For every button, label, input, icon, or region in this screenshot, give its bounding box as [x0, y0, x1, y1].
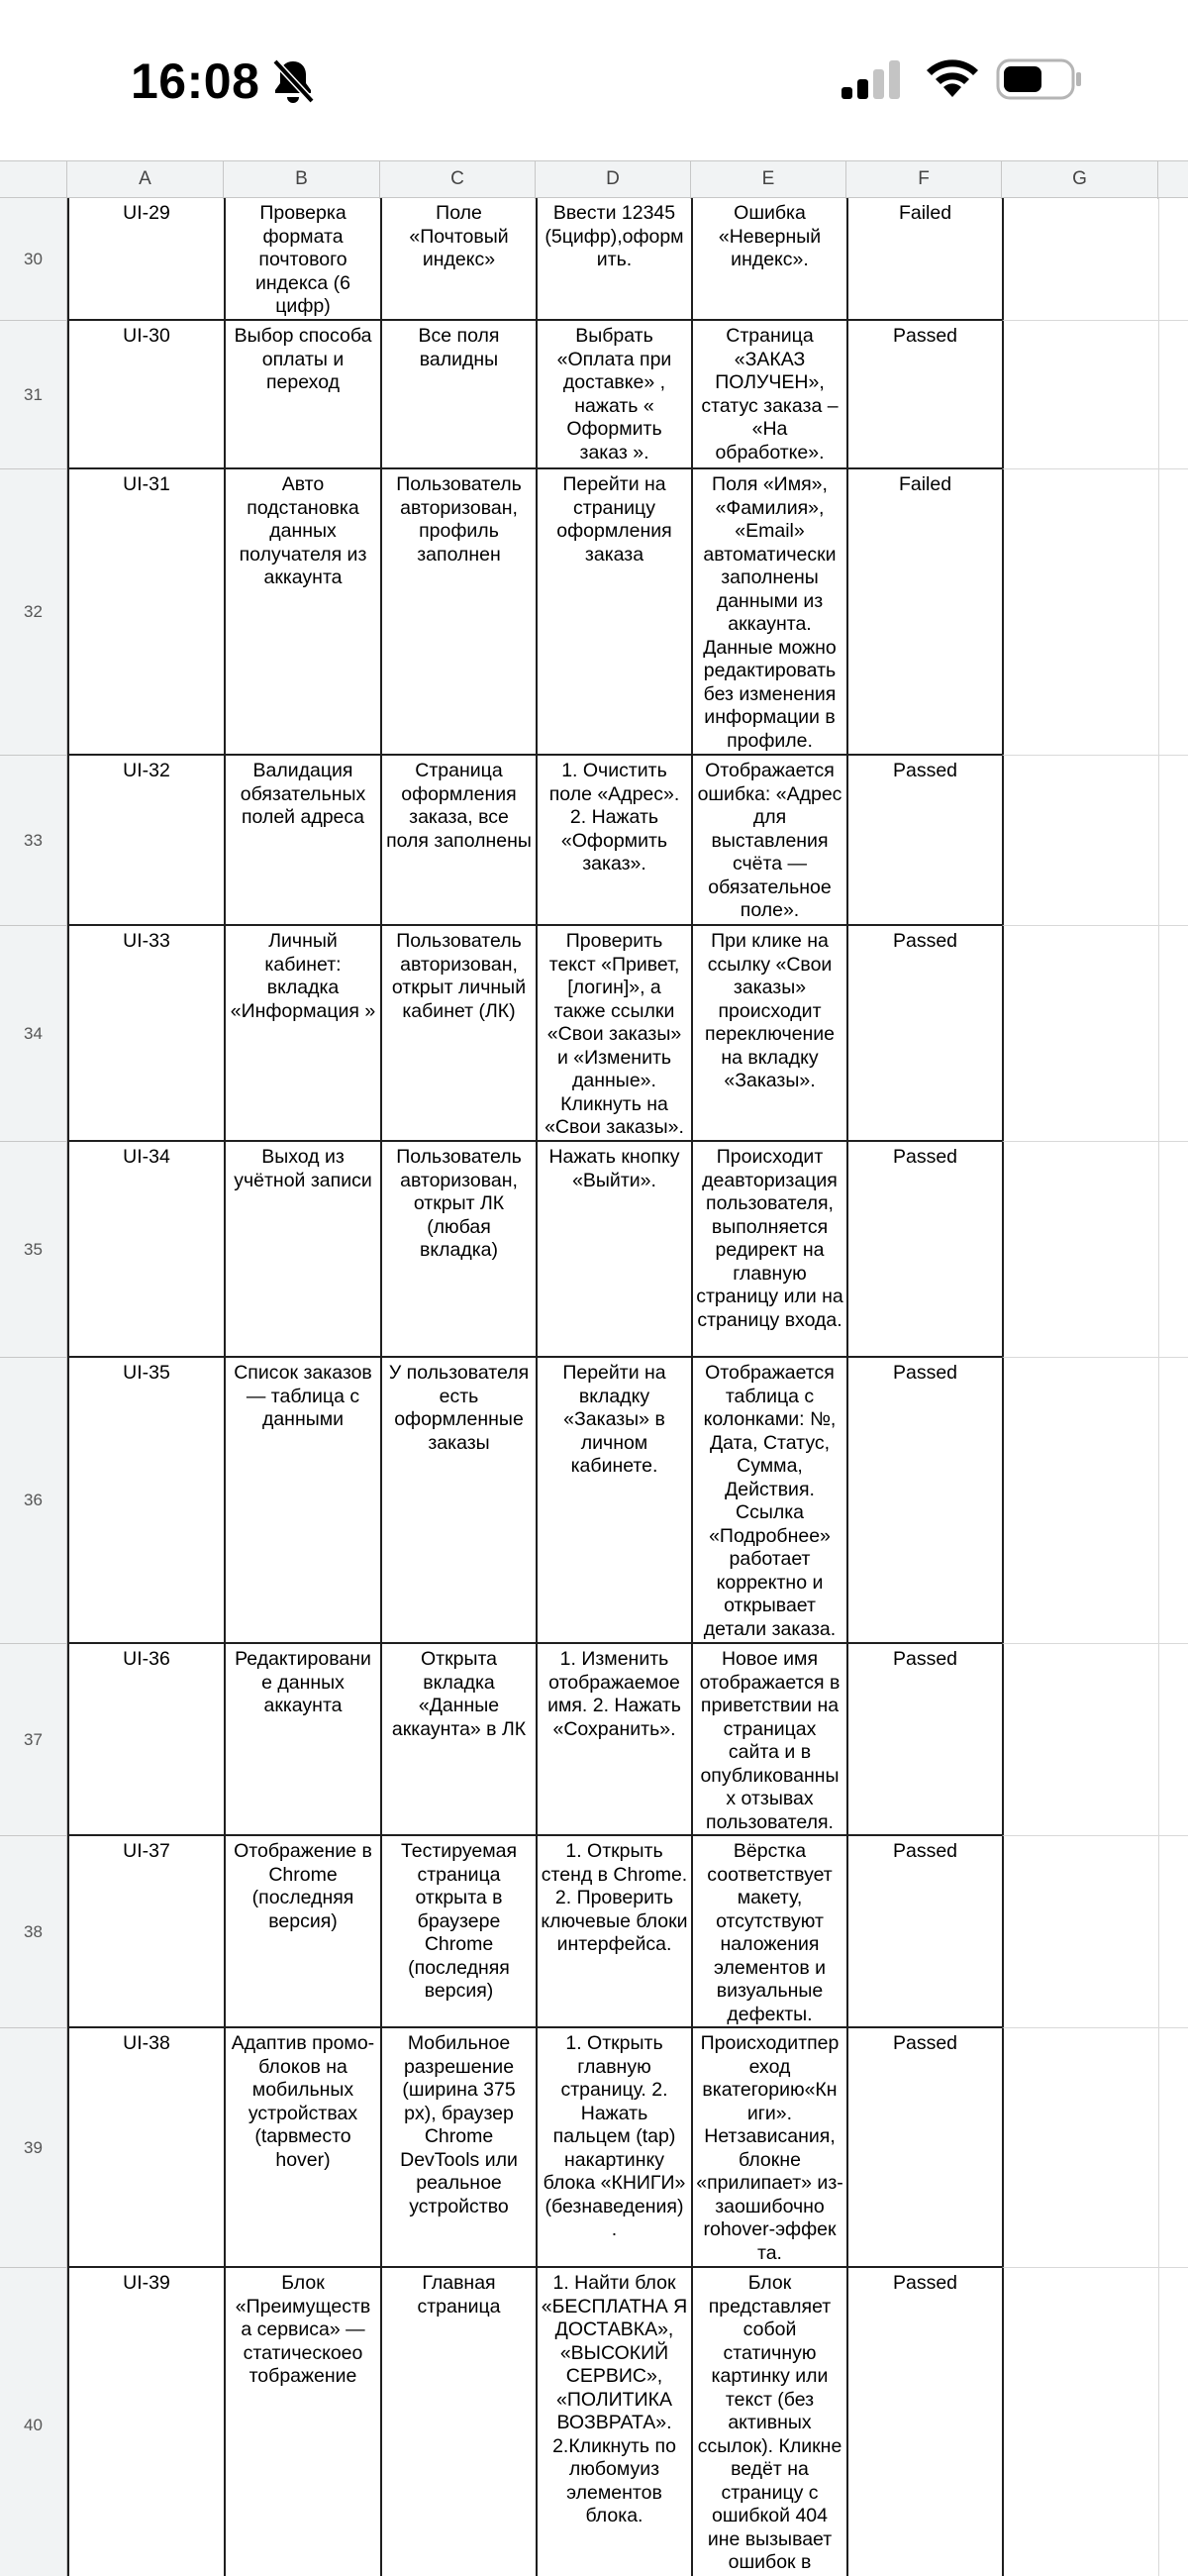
cell-f[interactable]: Failed	[846, 198, 1002, 321]
cell-e[interactable]: Поля «Имя», «Фамилия», «Email» автоматически заполнены данными из аккаунта. Данные можно редактировать без изменения информации в профиле.	[691, 469, 846, 756]
status-bar	[0, 0, 1188, 160]
cell-b[interactable]: Список заказов — таблица с данными	[224, 1358, 380, 1644]
cell-b[interactable]: Отображение в Chrome (последняя версия)	[224, 1836, 380, 2028]
wifi-icon	[924, 57, 981, 101]
cell-a[interactable]: UI-38	[67, 2028, 224, 2268]
cell-a[interactable]: UI-36	[67, 1644, 224, 1836]
column-header-f[interactable]: F	[846, 161, 1002, 199]
cell-a[interactable]: UI-31	[67, 469, 224, 756]
row-header[interactable]: 34	[0, 926, 67, 1142]
cell-c[interactable]: У пользователя есть оформленные заказы	[380, 1358, 536, 1644]
cell-d[interactable]: 1. Открыть стенд в Chrome. 2. Проверить ключевые блоки интерфейса.	[536, 1836, 691, 2028]
cell-b[interactable]: Проверка формата почтового индекса (6 цифр)	[224, 198, 380, 321]
cell-c[interactable]: Открыта вкладка «Данные аккаунта» в ЛК	[380, 1644, 536, 1836]
cell-c[interactable]: Пользователь авторизован, открыт личный кабинет (ЛК)	[380, 926, 536, 1142]
row-header[interactable]: 32	[0, 469, 67, 756]
battery-icon	[996, 57, 1083, 101]
column-header-row	[0, 160, 1188, 198]
column-header-d[interactable]: D	[536, 161, 691, 199]
cell-h[interactable]	[1158, 321, 1188, 469]
row-header[interactable]: 40	[0, 2268, 67, 2576]
cell-e[interactable]: Отображается ошибка: «Адрес для выставления счёта — обязательное поле».	[691, 756, 846, 926]
cell-h[interactable]	[1158, 926, 1188, 1142]
row-header[interactable]: 31	[0, 321, 67, 469]
cell-f[interactable]: Passed	[846, 756, 1002, 926]
row-header[interactable]: 38	[0, 1836, 67, 2028]
cell-b[interactable]: Адаптив промо-блоков на мобильных устройствах (tapвместо hover)	[224, 2028, 380, 2268]
cell-f[interactable]: Passed	[846, 321, 1002, 469]
cell-h[interactable]	[1158, 1358, 1188, 1644]
column-header-b[interactable]: B	[224, 161, 380, 199]
cell-f[interactable]: Passed	[846, 1644, 1002, 1836]
cell-f[interactable]: Passed	[846, 926, 1002, 1142]
cell-h[interactable]	[1158, 1836, 1188, 2028]
cell-b[interactable]: Личный кабинет: вкладка «Информация »	[224, 926, 380, 1142]
row-header[interactable]: 39	[0, 2028, 67, 2268]
cell-d[interactable]: Выбрать «Оплата при доставке» , нажать « Оформить заказ ».	[536, 321, 691, 469]
cell-f[interactable]: Passed	[846, 1836, 1002, 2028]
cell-h[interactable]	[1158, 198, 1188, 321]
cell-b[interactable]: Валидация обязательных полей адреса	[224, 756, 380, 926]
cell-h[interactable]	[1158, 756, 1188, 926]
cell-g[interactable]	[1002, 926, 1158, 1142]
cell-d[interactable]: 1. Найти блок «БЕСПЛАТНА Я ДОСТАВКА», «ВЫСОКИЙ СЕРВИС», «ПОЛИТИКА ВОЗВРАТА». 2.Кликнуть по любомуиз элементов блока.	[536, 2268, 691, 2576]
row-header[interactable]: 30	[0, 198, 67, 321]
bell-muted-icon	[270, 57, 316, 105]
cell-f[interactable]: Passed	[846, 2268, 1002, 2576]
cell-e[interactable]: Ошибка «Неверный индекс».	[691, 198, 846, 321]
cell-c[interactable]: Мобильное разрешение (ширина 375 px), браузер Chrome DevTools или реальное устройство	[380, 2028, 536, 2268]
row-header[interactable]: 35	[0, 1142, 67, 1358]
status-time: 16:08	[131, 53, 260, 109]
cell-e[interactable]: Происходит деавторизация пользователя, выполняется редирект на главную страницу или на страницу входа.	[691, 1142, 846, 1358]
cell-g[interactable]	[1002, 1142, 1158, 1358]
cell-d[interactable]: Перейти на вкладку «Заказы» в личном кабинете.	[536, 1358, 691, 1644]
column-header-h[interactable]	[1158, 161, 1188, 199]
select-all-corner[interactable]	[0, 161, 67, 199]
cell-b[interactable]: Блок «Преимуществ а сервиса» — статическоео тображение	[224, 2268, 380, 2576]
column-header-a[interactable]: A	[67, 161, 224, 199]
cell-g[interactable]	[1002, 2268, 1158, 2576]
cell-g[interactable]	[1002, 469, 1158, 756]
cell-f[interactable]: Passed	[846, 1358, 1002, 1644]
cell-e[interactable]: Блок представляет собой статичную картинку или текст (без активных ссылок). Кликне ведёт на страницу с ошибкой 404 ине вызывает ошибок в	[691, 2268, 846, 2576]
cell-h[interactable]	[1158, 2268, 1188, 2576]
cell-a[interactable]: UI-39	[67, 2268, 224, 2576]
cell-c[interactable]: Главная страница	[380, 2268, 536, 2576]
cell-g[interactable]	[1002, 756, 1158, 926]
cell-e[interactable]: При клике на ссылку «Свои заказы» происходит переключение на вкладку «Заказы».	[691, 926, 846, 1142]
cell-a[interactable]: UI-37	[67, 1836, 224, 2028]
cell-a[interactable]: UI-30	[67, 321, 224, 469]
cell-c[interactable]: Тестируемая страница открыта в браузере Chrome (последняя версия)	[380, 1836, 536, 2028]
cell-g[interactable]	[1002, 198, 1158, 321]
cell-d[interactable]: 1. Открыть главную страницу. 2. Нажать пальцем (tap) накартинку блока «КНИГИ» (безнаведения) .	[536, 2028, 691, 2268]
cell-g[interactable]	[1002, 1836, 1158, 2028]
cell-f[interactable]: Failed	[846, 469, 1002, 756]
cell-h[interactable]	[1158, 2028, 1188, 2268]
cell-a[interactable]: UI-29	[67, 198, 224, 321]
cell-e[interactable]: Происходитпер еход вкатегорию«Кн иги». Нетзависания, блокне «прилипает» из-заошибочно rohover-эффек та.	[691, 2028, 846, 2268]
spreadsheet[interactable]	[0, 160, 1188, 2576]
cell-b[interactable]: Выход из учётной записи	[224, 1142, 380, 1358]
cell-g[interactable]	[1002, 321, 1158, 469]
cell-c[interactable]: Все поля валидны	[380, 321, 536, 469]
cell-h[interactable]	[1158, 1644, 1188, 1836]
cell-g[interactable]	[1002, 1644, 1158, 1836]
cell-e[interactable]: Вёрстка соответствует макету, отсутствуют наложения элементов и визуальные дефекты.	[691, 1836, 846, 2028]
cell-c[interactable]: Пользователь авторизован, открыт ЛК (любая вкладка)	[380, 1142, 536, 1358]
cell-d[interactable]: 1. Изменить отображаемое имя. 2. Нажать «Сохранить».	[536, 1644, 691, 1836]
row-header[interactable]: 36	[0, 1358, 67, 1644]
cellular-signal-icon	[840, 59, 901, 101]
cell-a[interactable]: UI-34	[67, 1142, 224, 1358]
cell-e[interactable]: Новое имя отображается в приветствии на страницах сайта и в опубликованны х отзывах пользователя.	[691, 1644, 846, 1836]
cell-g[interactable]	[1002, 1358, 1158, 1644]
cell-b[interactable]: Редактировани е данных аккаунта	[224, 1644, 380, 1836]
cell-e[interactable]: Отображается таблица с колонками: №, Дата, Статус, Сумма, Действия. Ссылка «Подробнее» работает корректно и открывает детали заказа.	[691, 1358, 846, 1644]
cell-c[interactable]: Поле «Почтовый индекс»	[380, 198, 536, 321]
column-header-c[interactable]: C	[380, 161, 536, 199]
cell-d[interactable]: Ввести 12345 (5цифр),оформ ить.	[536, 198, 691, 321]
row-header[interactable]: 33	[0, 756, 67, 926]
cell-c[interactable]: Страница оформления заказа, все поля заполнены	[380, 756, 536, 926]
cell-a[interactable]: UI-32	[67, 756, 224, 926]
cell-b[interactable]: Выбор способа оплаты и переход	[224, 321, 380, 469]
cell-h[interactable]	[1158, 1142, 1188, 1358]
cell-d[interactable]: Проверить текст «Привет, [логин]», а также ссылки «Свои заказы» и «Изменить данные». Кликнуть на «Свои заказы».	[536, 926, 691, 1142]
column-header-e[interactable]: E	[691, 161, 846, 199]
cell-d[interactable]: Перейти на страницу оформления заказа	[536, 469, 691, 756]
cell-d[interactable]: 1. Очистить поле «Адрес». 2. Нажать «Оформить заказ».	[536, 756, 691, 926]
cell-f[interactable]: Passed	[846, 2028, 1002, 2268]
column-header-g[interactable]: G	[1002, 161, 1158, 199]
cell-d[interactable]: Нажать кнопку «Выйти».	[536, 1142, 691, 1358]
cell-g[interactable]	[1002, 2028, 1158, 2268]
cell-e[interactable]: Страница «ЗАКАЗ ПОЛУЧЕН», статус заказа – «На обработке».	[691, 321, 846, 469]
cell-a[interactable]: UI-35	[67, 1358, 224, 1644]
cell-b[interactable]: Авто подстановка данных получателя из аккаунта	[224, 469, 380, 756]
row-header[interactable]: 37	[0, 1644, 67, 1836]
cell-c[interactable]: Пользователь авторизован, профиль заполнен	[380, 469, 536, 756]
cell-a[interactable]: UI-33	[67, 926, 224, 1142]
cell-h[interactable]	[1158, 469, 1188, 756]
cell-f[interactable]: Passed	[846, 1142, 1002, 1358]
